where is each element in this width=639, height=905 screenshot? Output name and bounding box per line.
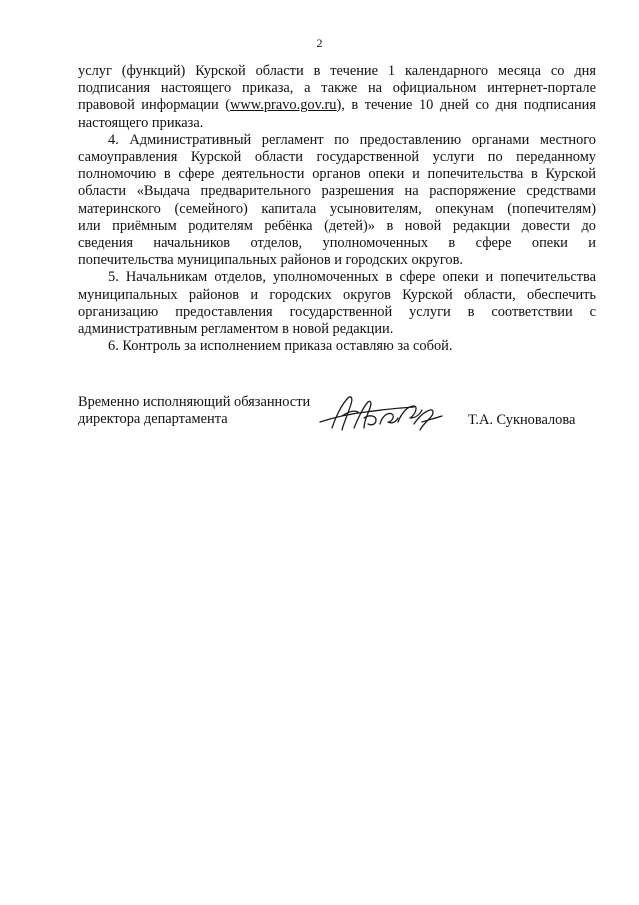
signatory-title-line-2: директора департамента bbox=[78, 411, 228, 428]
paragraph-5-line-4: административным регламентом в новой редакции. bbox=[78, 321, 394, 338]
paragraph-6-line-1: 6. Контроль за исполнением приказа оставляю за собой. bbox=[108, 338, 453, 355]
signatory-title bbox=[78, 394, 310, 428]
paragraph-1-line-3 bbox=[78, 97, 596, 114]
paragraph-1-line-2: подписания настоящего приказа, а также на официальном интернет-портале bbox=[78, 80, 596, 97]
paragraph-5-line-3: организацию предоставления государственной услуги в соответствии с bbox=[78, 303, 596, 320]
paragraph-4-line-6: или приёмным родителям ребёнка (детей)» в новой редакции довести до bbox=[78, 217, 596, 234]
paragraph-4-line-5: материнского (семейного) капитала усыновителям, опекунам (попечителям) bbox=[78, 200, 596, 217]
document-body bbox=[78, 63, 596, 355]
paragraph-1-line-3-before: правовой информации ( bbox=[78, 97, 231, 114]
paragraph-5-line-1: 5. Начальникам отделов, уполномоченных в сфере опеки и попечительства bbox=[108, 269, 596, 286]
paragraph-4-line-1: 4. Административный регламент по предоставлению органами местного bbox=[108, 131, 596, 148]
paragraph-4-line-8: попечительства муниципальных районов и городских округов. bbox=[78, 252, 463, 269]
paragraph-4-line-7: сведения начальников отделов, уполномоченных в сфере опеки и bbox=[78, 235, 596, 252]
paragraph-1-line-4: настоящего приказа. bbox=[78, 114, 204, 131]
pravo-gov-link[interactable]: www.pravo.gov.ru bbox=[230, 97, 337, 114]
page-number: 2 bbox=[316, 36, 323, 50]
signatory-name: Т.А. Сукновалова bbox=[468, 412, 576, 428]
signatory-title-line-1: Временно исполняющий обязанности bbox=[78, 394, 311, 410]
paragraph-4-line-2: самоуправления Курской области государственной услуги по переданному bbox=[78, 149, 596, 166]
handwritten-signature bbox=[318, 392, 444, 436]
paragraph-1-line-1: услуг (функций) Курской области в течение 1 календарного месяца со дня bbox=[78, 63, 596, 79]
paragraph-5-line-2: муниципальных районов и городских округов Курской области, обеспечить bbox=[78, 286, 596, 303]
paragraph-4-line-4: области «Выдача предварительного разрешения на распоряжение средствами bbox=[78, 183, 596, 200]
paragraph-1-line-3-after: ), в течение 10 дней со дня подписания bbox=[336, 97, 596, 114]
paragraph-4-line-3: полномочию в сфере деятельности органов опеки и попечительства в Курской bbox=[78, 166, 596, 183]
